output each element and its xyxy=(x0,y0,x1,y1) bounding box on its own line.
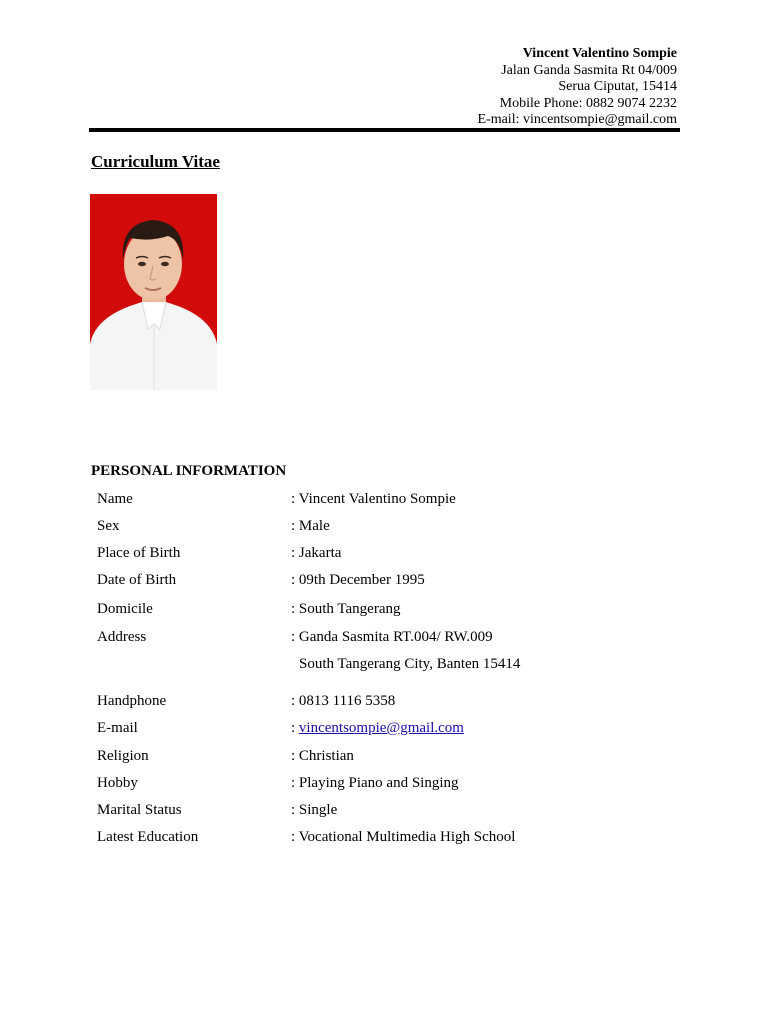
info-label: Hobby xyxy=(97,775,138,791)
info-value: : Male xyxy=(291,518,330,534)
info-value: : 09th December 1995 xyxy=(291,572,425,588)
info-label: Address xyxy=(97,629,147,645)
info-value: : Vocational Multimedia High School xyxy=(291,829,516,845)
info-label: Sex xyxy=(97,518,120,534)
info-value: : Christian xyxy=(291,748,354,764)
info-label: Religion xyxy=(97,748,149,764)
info-value: : Jakarta xyxy=(291,545,342,561)
email-link[interactable]: vincentsompie@gmail.com xyxy=(298,720,464,736)
info-value: : South Tangerang xyxy=(291,601,401,617)
header-address-line1: Jalan Ganda Sasmita Rt 04/009 xyxy=(501,62,677,78)
info-value xyxy=(291,718,464,738)
info-label: Date of Birth xyxy=(97,572,177,588)
info-value: : Single xyxy=(291,802,338,818)
info-label: Handphone xyxy=(97,693,167,709)
info-value-continued: South Tangerang City, Banten 15414 xyxy=(299,656,521,672)
info-value: : Vincent Valentino Sompie xyxy=(291,491,456,507)
info-value: : 0813 1116 5358 xyxy=(291,693,396,709)
info-value: : Ganda Sasmita RT.004/ RW.009 xyxy=(291,629,493,645)
info-label: Name xyxy=(97,491,133,507)
info-label: Place of Birth xyxy=(97,545,181,561)
email-prefix: : xyxy=(291,720,299,736)
page-title: Curriculum Vitae xyxy=(91,152,220,171)
contact-header xyxy=(477,46,677,129)
header-divider xyxy=(89,128,680,132)
header-email: E-mail: vincentsompie@gmail.com xyxy=(477,112,677,128)
info-label: Latest Education xyxy=(97,829,199,845)
info-value: : Playing Piano and Singing xyxy=(291,775,459,791)
header-phone: Mobile Phone: 0882 9074 2232 xyxy=(499,95,677,111)
header-name: Vincent Valentino Sompie xyxy=(522,46,677,61)
profile-photo xyxy=(90,194,217,390)
info-label: Domicile xyxy=(97,601,153,617)
info-label: Marital Status xyxy=(97,802,182,818)
section-heading-personal-information: PERSONAL INFORMATION xyxy=(91,463,287,479)
portrait-image xyxy=(90,194,217,390)
header-address-line2: Serua Ciputat, 15414 xyxy=(558,79,677,95)
info-label: E-mail xyxy=(97,720,138,736)
